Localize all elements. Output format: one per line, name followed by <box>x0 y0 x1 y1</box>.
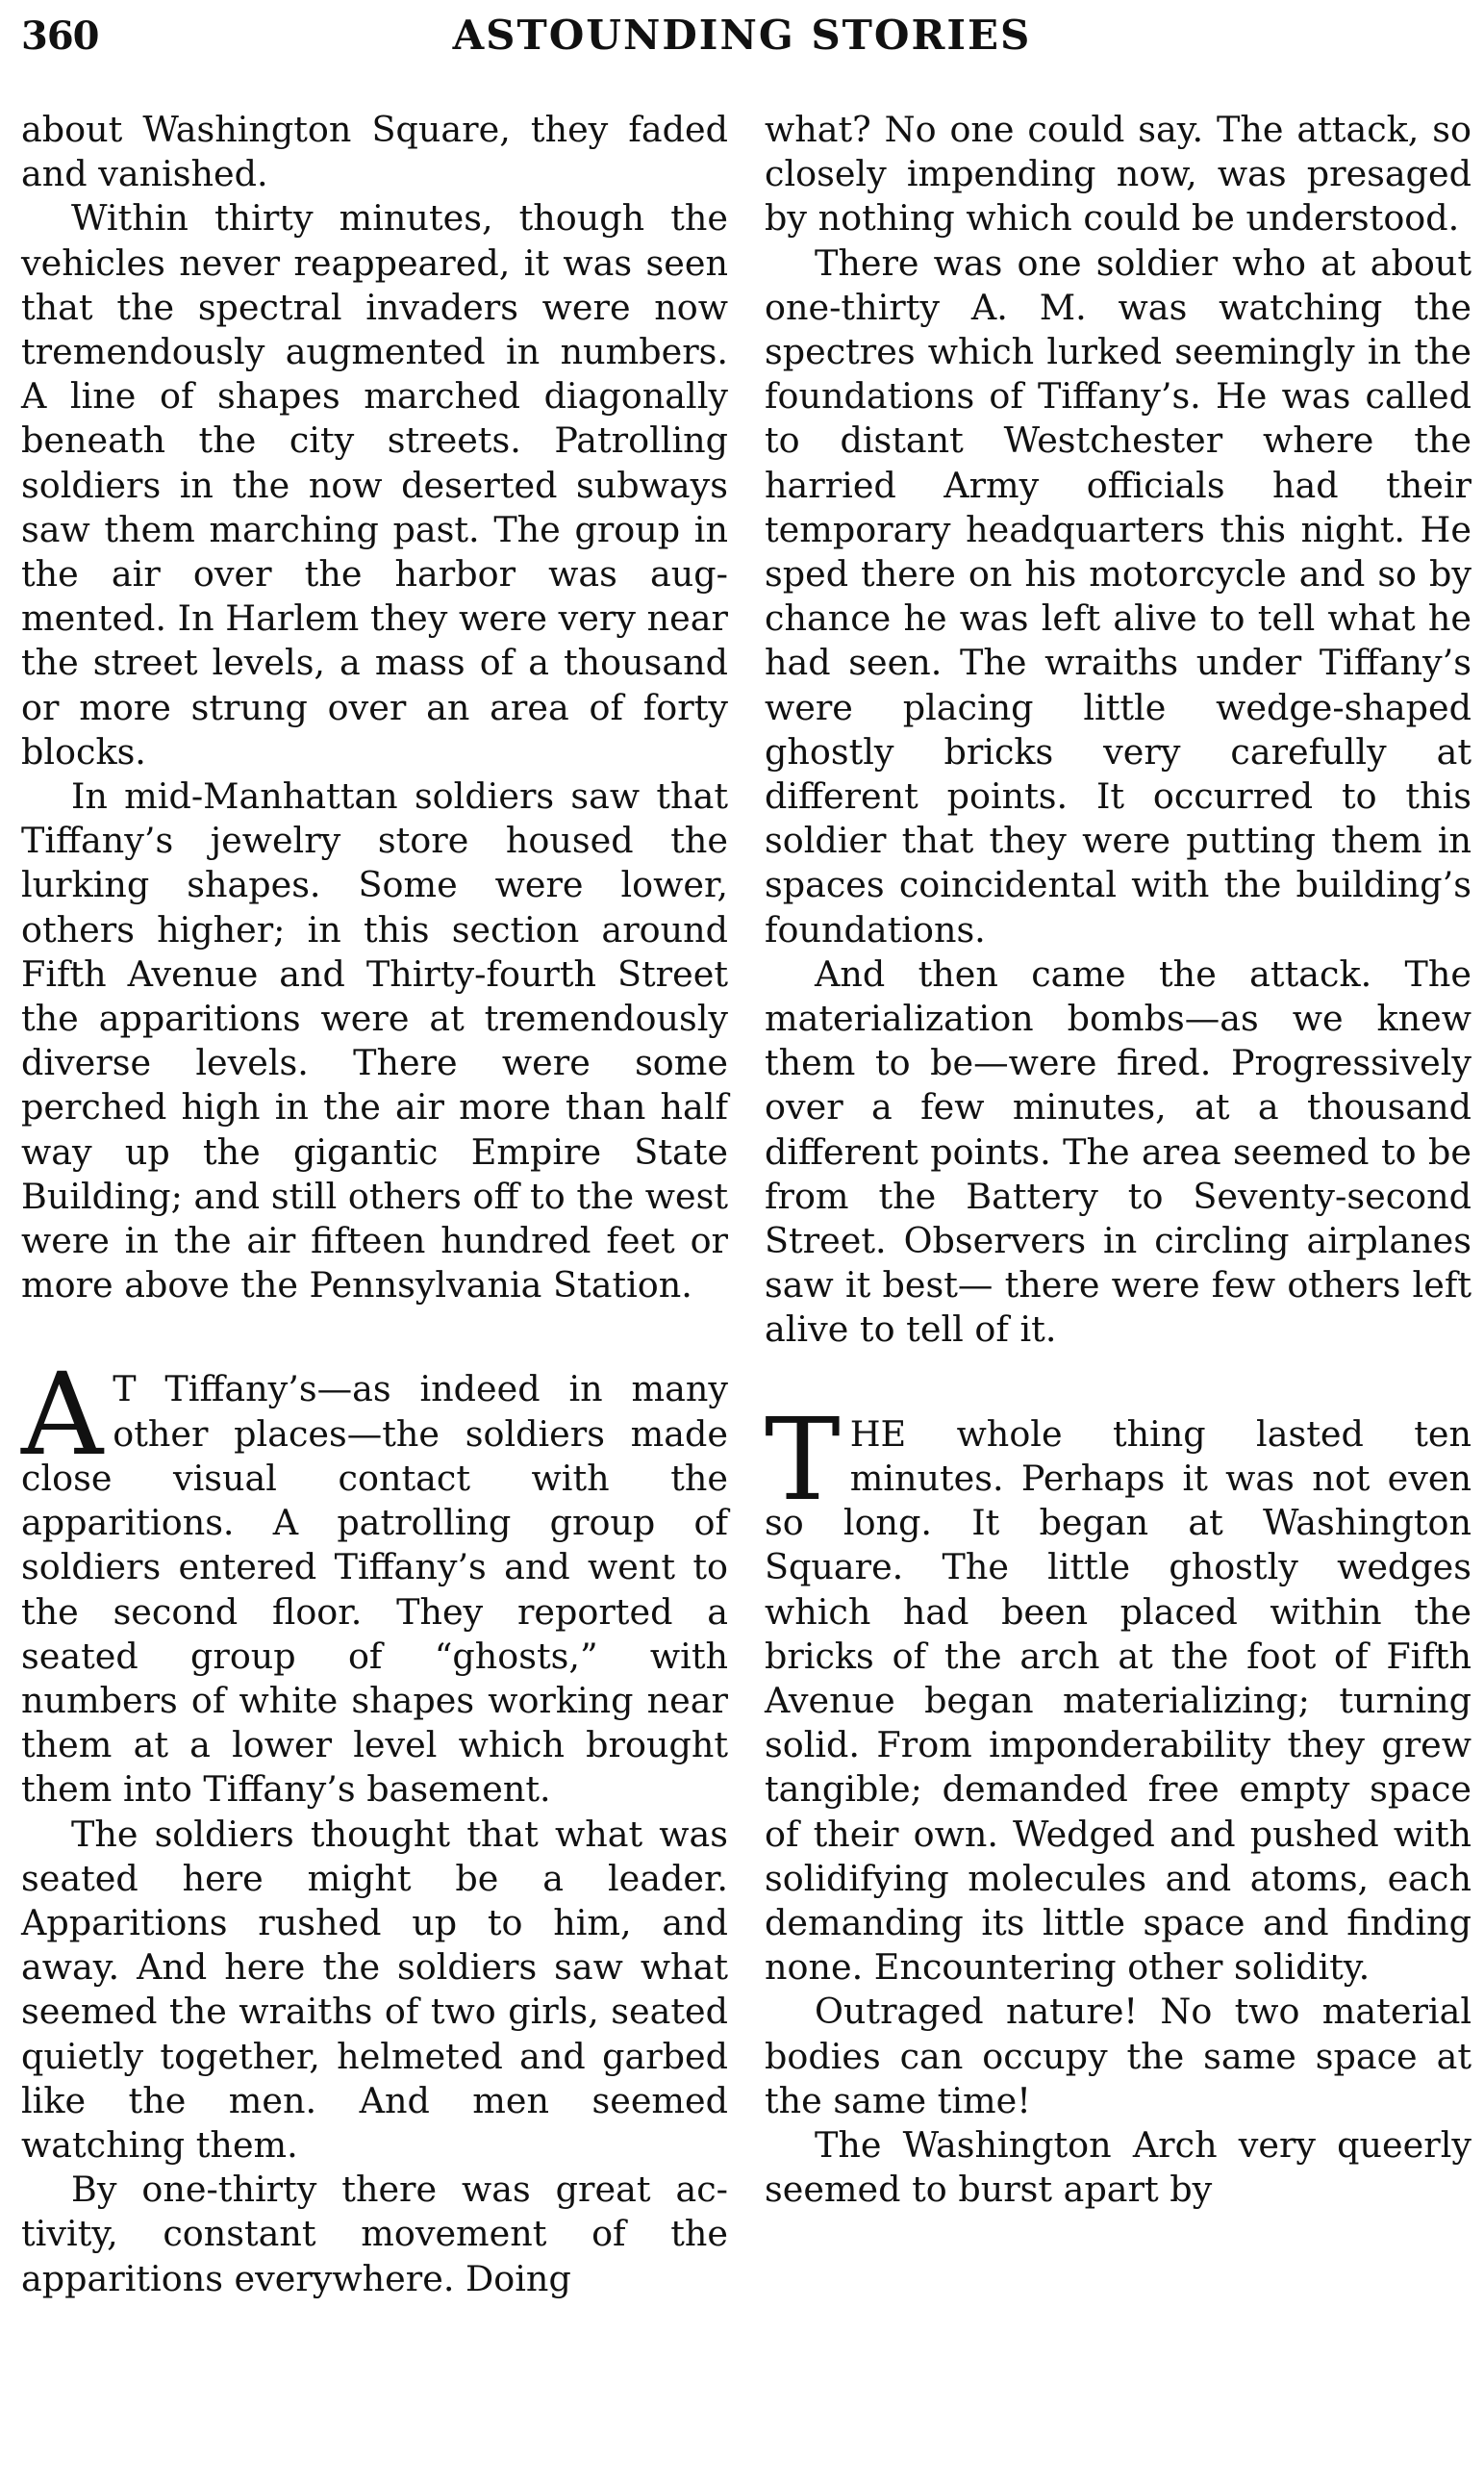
paragraph-text: T Tiffany’s—as indeed in many other places—the soldiers made close visual contact with the apparitions. A patrolling group of soldiers entered Tiffany’s and went to the second floor. They reported a seated group of “ghosts,” with numbers of white shapes working near them at a lower level which brought them into Tiffany’s basement. <box>21 1368 728 1811</box>
paragraph: By one-thirty there was great activity, constant movement of the apparitions everywhere. Doing <box>21 2169 728 2299</box>
paragraph: Within thirty minutes, though the vehicles never reappeared, it was seen that the spectral invaders were now tremendously augmented in numbers. A line of shapes marched diagonally beneath the city streets. Patrolling soldiers in the now deserted subways saw them marching past. The group in the air over the harbor was augmented. In Harlem they were very near the street levels, a mass of a thousand or more strung over an area of forty blocks. <box>21 197 728 773</box>
paragraph: And then came the attack. The materialization bombs—as we knew them to be—were fired. Progressively over a few minutes, at a thousand different points. The area seemed to be from the Battery to Seventy-second Street. Observers in circling airplanes saw it best— there were few others left alive to tell of it. <box>765 952 1471 1351</box>
paragraph-text: HE whole thing lasted ten minutes. Perhaps it was not even so long. It began at Washington Square. The little ghostly wedges which had been placed within the bricks of the arch at the foot of Fifth Avenue began materializing; turning solid. From imponderability they grew tangible; demanded free empty space of their own. Wedged and pushed with solidifying molecules and atoms, each demanding its little space and finding none. Encountering other solidity. <box>765 1412 1471 1989</box>
right-column <box>765 108 1471 2212</box>
section-opening-paragraph <box>21 1348 728 1812</box>
paragraph: There was one soldier who at about one-thirty A. M. was watching the spectres which lurked seemingly in the foundations of Tiffany’s. He was called to distant Westchester where the harried Army officials had their temporary headquarters this night. He sped there on his motorcycle and so by chance he was left alive to tell what he had seen. The wraiths under Tiffany’s were placing little wedge-shaped ghostly bricks very carefully at different points. It occurred to this soldier that they were putting them in spaces coincidental with the building’s foundations. <box>765 241 1471 951</box>
paragraph: what? No one could say. The attack, so closely impending now, was presaged by nothing which could be understood. <box>765 109 1471 240</box>
page-number: 360 <box>21 13 99 59</box>
paragraph: The soldiers thought that what was seated here might be a leader. Apparitions rushed up to him, and away. And here the soldiers saw what seemed the wraiths of two girls, seated quietly together, helmeted and garbed like the men. And men seemed watching them. <box>21 1813 728 2166</box>
paragraph: about Washington Square, they faded and vanished. <box>21 109 728 195</box>
drop-cap: T <box>765 1392 841 1526</box>
paragraph: Outraged nature! No two material bodies can occupy the same space at the same time! <box>765 1991 1471 2121</box>
drop-cap: A <box>21 1348 104 1482</box>
paragraph: In mid-Manhattan soldiers saw that Tiffany’s jewelry store housed the lurking shapes. Some were lower, others higher; in this section around Fifth Avenue and Thirty-fourth Street the apparitions were at tremendously diverse levels. There were some perched high in the air more than half way up the gigantic Empire State Building; and still others off to the west were in the air fifteen hundred feet or more above the Pennsylvania Station. <box>21 775 728 1306</box>
page-header <box>19 8 1465 62</box>
paragraph: The Washington Arch very queerly seemed to burst apart by <box>765 2123 1471 2211</box>
running-head: ASTOUNDING STORIES <box>452 12 1032 59</box>
left-column <box>21 108 728 2301</box>
section-opening-paragraph <box>765 1392 1471 1991</box>
